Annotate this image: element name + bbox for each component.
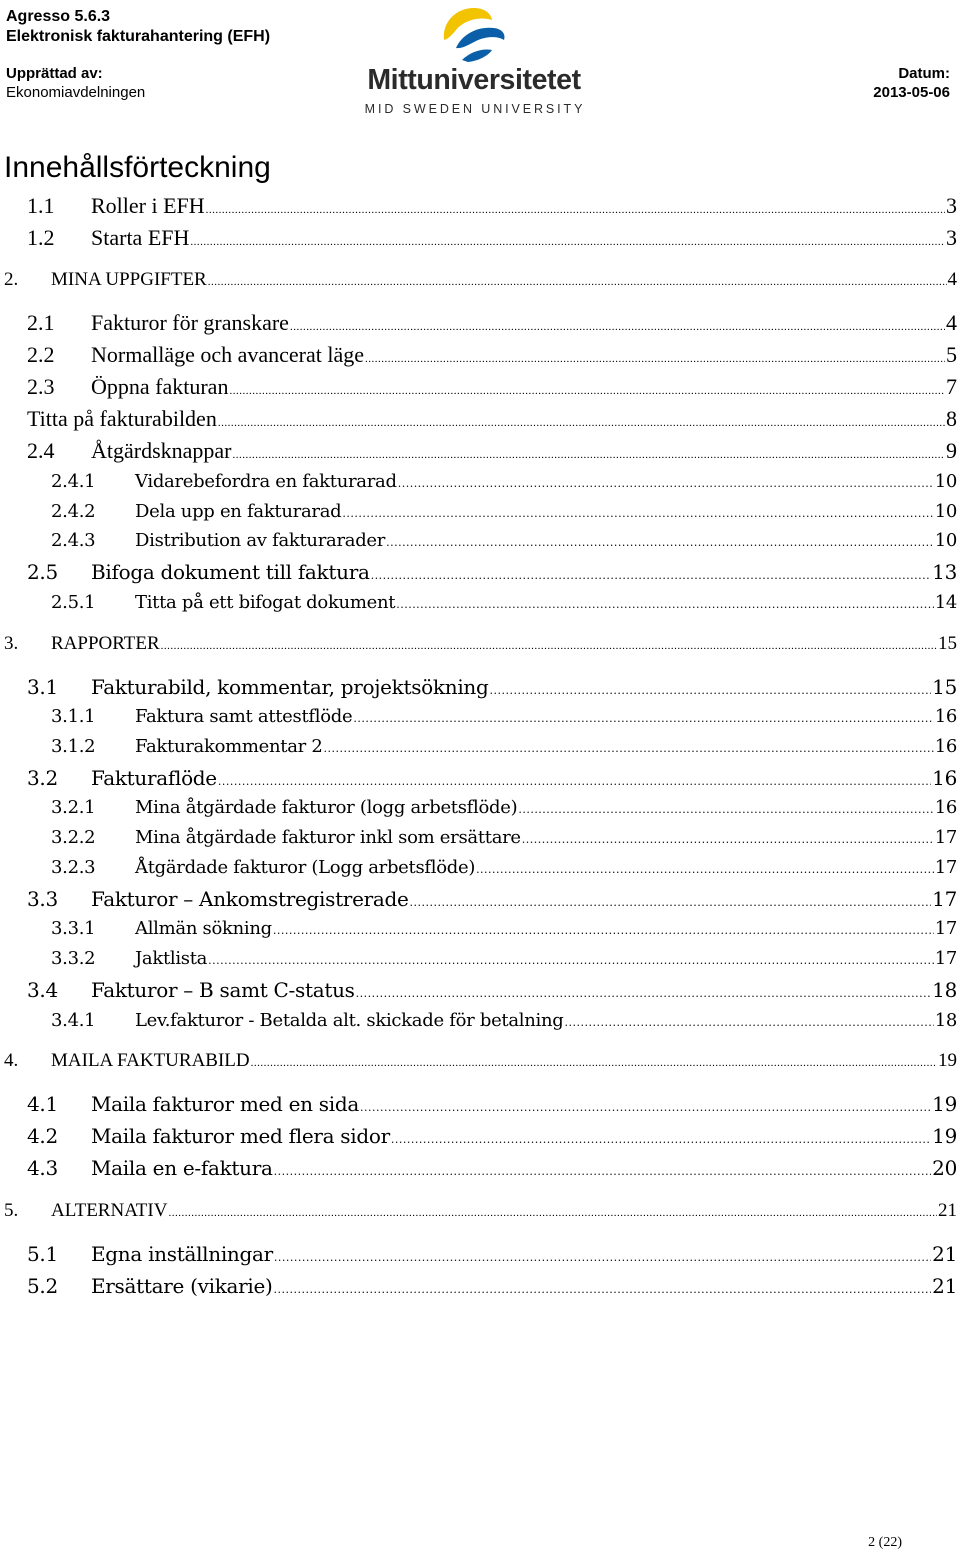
toc-entry-title: MINA UPPGIFTER <box>51 269 207 290</box>
toc-leader <box>208 276 947 288</box>
toc-entry-page: 17 <box>934 918 957 939</box>
toc-leader <box>398 477 934 490</box>
toc-entry-title: Roller i EFH <box>91 193 205 218</box>
toc-entry-title: Maila fakturor med flera sidor <box>91 1124 390 1148</box>
toc-entry[interactable] <box>51 471 957 492</box>
toc-entry-title: Bifoga dokument till faktura <box>91 560 370 584</box>
toc-entry-number: 3.3.2 <box>51 948 96 969</box>
toc-entry-number: 4.2 <box>27 1124 58 1148</box>
toc-entry-title: Åtgärdsknappar <box>91 438 232 463</box>
toc-entry-page: 19 <box>932 1124 957 1148</box>
toc-leader <box>360 1101 931 1114</box>
toc-entry[interactable] <box>4 269 957 291</box>
toc-leader <box>518 803 933 816</box>
toc-entry[interactable] <box>51 736 957 757</box>
toc-entry-number: 2.4.3 <box>51 530 96 551</box>
date-label: Datum: <box>898 65 950 82</box>
toc-entry-title: Egna inställningar <box>91 1242 273 1266</box>
toc-entry-title: Distribution av fakturarader <box>135 530 386 551</box>
toc-entry-title: Mina åtgärdade fakturor (logg arbetsflöde) <box>135 797 518 818</box>
toc-entry-page: 17 <box>932 887 957 911</box>
toc-entry-number: 1.1 <box>27 193 55 218</box>
logo-name: Mittuniversitetet <box>367 64 581 96</box>
toc-entry-title: Dela upp en fakturarad <box>135 501 342 522</box>
toc-entry-title: Fakturor för granskare <box>91 310 289 335</box>
toc-entry-number: 2.5 <box>27 560 58 584</box>
toc-entry[interactable] <box>27 1092 957 1116</box>
created-by-value: Ekonomiavdelningen <box>6 84 146 101</box>
toc-entry-number: 3. <box>4 633 19 654</box>
toc-entry[interactable] <box>27 310 957 336</box>
toc-entry-page: 16 <box>934 797 957 818</box>
toc-entry-page: 17 <box>934 827 957 848</box>
toc-entry-title: Fakturor – B samt C-status <box>91 978 355 1002</box>
toc-entry-page: 7 <box>946 374 957 399</box>
toc-entry[interactable] <box>27 342 957 368</box>
toc-entry-number: 3.2.2 <box>51 827 96 848</box>
toc-entry-title: Maila fakturor med en sida <box>91 1092 359 1116</box>
toc-entry-number: 2.3 <box>27 374 55 399</box>
toc-entry-number: 2.4.2 <box>51 501 96 522</box>
toc-entry-page: 15 <box>938 633 957 654</box>
toc-entry-number: 4.3 <box>27 1156 58 1180</box>
toc-entry-title: Allmän sökning <box>135 918 272 939</box>
toc-entry-title: ALTERNATIV <box>51 1200 168 1221</box>
toc-leader <box>206 204 945 216</box>
toc-entry[interactable] <box>51 706 957 727</box>
toc-entry-number: 5.1 <box>27 1242 58 1266</box>
toc-entry-page: 21 <box>938 1200 957 1221</box>
toc-entry-number: 1.2 <box>27 225 55 250</box>
toc-leader <box>168 1207 937 1219</box>
toc-leader <box>324 742 934 755</box>
toc-entry[interactable] <box>4 633 957 655</box>
toc-leader <box>208 954 934 967</box>
toc-entry[interactable] <box>4 1050 957 1072</box>
toc-entry[interactable] <box>27 978 957 1002</box>
toc-entry-page: 21 <box>932 1242 957 1266</box>
toc-entry-title: RAPPORTER <box>51 633 160 654</box>
toc-entry-title: Maila en e-faktura <box>91 1156 273 1180</box>
toc-leader <box>490 684 932 697</box>
toc-entry-page: 18 <box>932 978 957 1002</box>
toc-leader <box>522 833 934 846</box>
toc-entry-number: 3.1.1 <box>51 706 96 727</box>
toc-entry-title: Faktura samt attestflöde <box>135 706 353 727</box>
toc-leader <box>218 775 931 788</box>
toc-entry[interactable] <box>27 225 957 251</box>
toc-entry-title: Titta på fakturabilden <box>27 406 217 431</box>
toc-leader <box>233 449 945 461</box>
toc-entry-page: 19 <box>932 1092 957 1116</box>
toc-entry[interactable] <box>27 1156 957 1180</box>
toc-leader <box>290 321 945 333</box>
toc-leader <box>396 598 933 611</box>
toc-entry-page: 16 <box>934 736 957 757</box>
logo-mark-icon <box>358 4 598 66</box>
toc-entry[interactable] <box>51 827 957 848</box>
toc-entry-page: 8 <box>946 406 957 431</box>
toc-entry[interactable] <box>51 1010 957 1031</box>
toc-entry[interactable] <box>27 1242 957 1266</box>
toc-leader <box>190 236 945 248</box>
toc-entry-number: 2. <box>4 269 19 290</box>
toc-entry-title: Titta på ett bifogat dokument <box>135 592 396 613</box>
toc-entry-number: 3.2.1 <box>51 797 96 818</box>
toc-leader <box>386 536 934 549</box>
toc-entry-page: 16 <box>934 706 957 727</box>
app-name: Agresso 5.6.3 <box>6 8 111 25</box>
toc-entry-number: 3.4 <box>27 978 58 1002</box>
toc-leader <box>274 1251 931 1264</box>
toc-entry[interactable] <box>51 918 957 939</box>
toc-entry[interactable] <box>51 501 957 522</box>
toc-entry-title: MAILA FAKTURABILD <box>51 1050 250 1071</box>
toc-entry-page: 4 <box>946 310 957 335</box>
toc-entry-page: 14 <box>934 592 957 613</box>
toc-entry-page: 4 <box>947 269 957 290</box>
toc-entry-number: 3.1.2 <box>51 736 96 757</box>
toc-entry-page: 19 <box>938 1050 957 1071</box>
toc-leader <box>391 1133 931 1146</box>
toc-leader <box>565 1016 934 1029</box>
toc-entry[interactable] <box>27 560 957 584</box>
toc-title: Innehållsförteckning <box>4 151 271 184</box>
logo-tagline: MID SWEDEN UNIVERSITY <box>364 102 586 116</box>
toc-entry-page: 10 <box>934 501 957 522</box>
toc-entry-page: 5 <box>946 342 957 367</box>
toc-leader <box>161 640 937 652</box>
toc-leader <box>342 507 933 520</box>
toc-entry[interactable] <box>27 1274 957 1298</box>
toc-entry-title: Vidarebefordra en fakturarad <box>135 471 397 492</box>
toc-entry-page: 3 <box>946 225 957 250</box>
toc-leader <box>218 417 945 429</box>
toc-entry-title: Jaktlista <box>135 948 208 969</box>
toc-entry-page: 16 <box>932 766 957 790</box>
toc-entry-title: Ersättare (vikarie) <box>91 1274 273 1298</box>
toc-leader <box>353 712 933 725</box>
toc-entry-page: 3 <box>946 193 957 218</box>
toc-entry-number: 3.1 <box>27 675 58 699</box>
toc-entry-number: 2.4.1 <box>51 471 96 492</box>
toc-leader <box>273 924 934 937</box>
toc-entry-number: 3.2.3 <box>51 857 96 878</box>
toc-entry-title: Mina åtgärdade fakturor inkl som ersättare <box>135 827 521 848</box>
toc-entry-page: 13 <box>932 560 957 584</box>
toc-entry[interactable] <box>27 766 957 790</box>
toc-entry[interactable] <box>27 887 957 911</box>
date-value: 2013-05-06 <box>873 84 950 101</box>
toc-entry[interactable] <box>51 530 957 551</box>
toc-entry[interactable] <box>27 193 957 219</box>
toc-entry[interactable] <box>51 797 957 818</box>
toc-entry-number: 3.3.1 <box>51 918 96 939</box>
created-by-label: Upprättad av: <box>6 65 103 82</box>
toc-entry-page: 9 <box>946 438 957 463</box>
toc-leader <box>371 569 932 582</box>
toc-entry[interactable] <box>4 1200 957 1222</box>
toc-entry-title: Fakturakommentar 2 <box>135 736 323 757</box>
toc-entry-page: 18 <box>934 1010 957 1031</box>
toc-entry[interactable] <box>51 948 957 969</box>
toc-leader <box>476 863 934 876</box>
toc-entry-number: 3.2 <box>27 766 58 790</box>
toc-entry-title: Normalläge och avancerat läge <box>91 342 365 367</box>
toc-leader <box>356 987 932 1000</box>
toc-entry-number: 4.1 <box>27 1092 58 1116</box>
toc-entry-title: Starta EFH <box>91 225 190 250</box>
toc-entry-number: 2.2 <box>27 342 55 367</box>
page-indicator: 2 (22) <box>868 1535 902 1550</box>
university-logo <box>358 4 598 116</box>
toc-entry[interactable] <box>27 675 957 699</box>
toc-entry[interactable] <box>51 592 957 613</box>
toc-entry[interactable] <box>27 438 957 464</box>
toc-leader <box>274 1283 932 1296</box>
toc-entry-number: 5.2 <box>27 1274 58 1298</box>
document-subtitle: Elektronisk fakturahantering (EFH) <box>6 28 271 45</box>
toc-leader <box>229 385 945 397</box>
toc-entry-number: 2.4 <box>27 438 55 463</box>
toc-entry-number: 5. <box>4 1200 19 1221</box>
toc-entry-page: 10 <box>934 471 957 492</box>
toc-entry[interactable] <box>27 406 957 432</box>
toc-entry-page: 17 <box>934 857 957 878</box>
toc-entry-page: 20 <box>932 1156 957 1180</box>
toc-entry-number: 2.5.1 <box>51 592 96 613</box>
toc-leader <box>365 353 945 365</box>
toc-leader <box>410 896 932 909</box>
toc-entry-title: Fakturor – Ankomstregistrerade <box>91 887 409 911</box>
toc-entry-title: Lev.fakturor - Betalda alt. skickade för betalning <box>135 1010 564 1031</box>
toc-entry-title: Öppna fakturan <box>91 374 229 399</box>
toc-entry-page: 15 <box>932 675 957 699</box>
toc-entry[interactable] <box>51 857 957 878</box>
toc-entry[interactable] <box>27 374 957 400</box>
toc-leader <box>251 1057 937 1069</box>
toc-leader <box>274 1165 932 1178</box>
toc-entry-title: Åtgärdade fakturor (Logg arbetsflöde) <box>135 857 476 878</box>
toc-entry-title: Fakturaflöde <box>91 766 217 790</box>
toc-entry-number: 4. <box>4 1050 19 1071</box>
toc-entry-number: 2.1 <box>27 310 55 335</box>
toc-entry-title: Fakturabild, kommentar, projektsökning <box>91 675 489 699</box>
toc-entry-page: 17 <box>934 948 957 969</box>
toc-entry-page: 10 <box>934 530 957 551</box>
toc-entry-page: 21 <box>932 1274 957 1298</box>
toc-entry-number: 3.4.1 <box>51 1010 96 1031</box>
toc-entry-number: 3.3 <box>27 887 58 911</box>
toc-entry[interactable] <box>27 1124 957 1148</box>
